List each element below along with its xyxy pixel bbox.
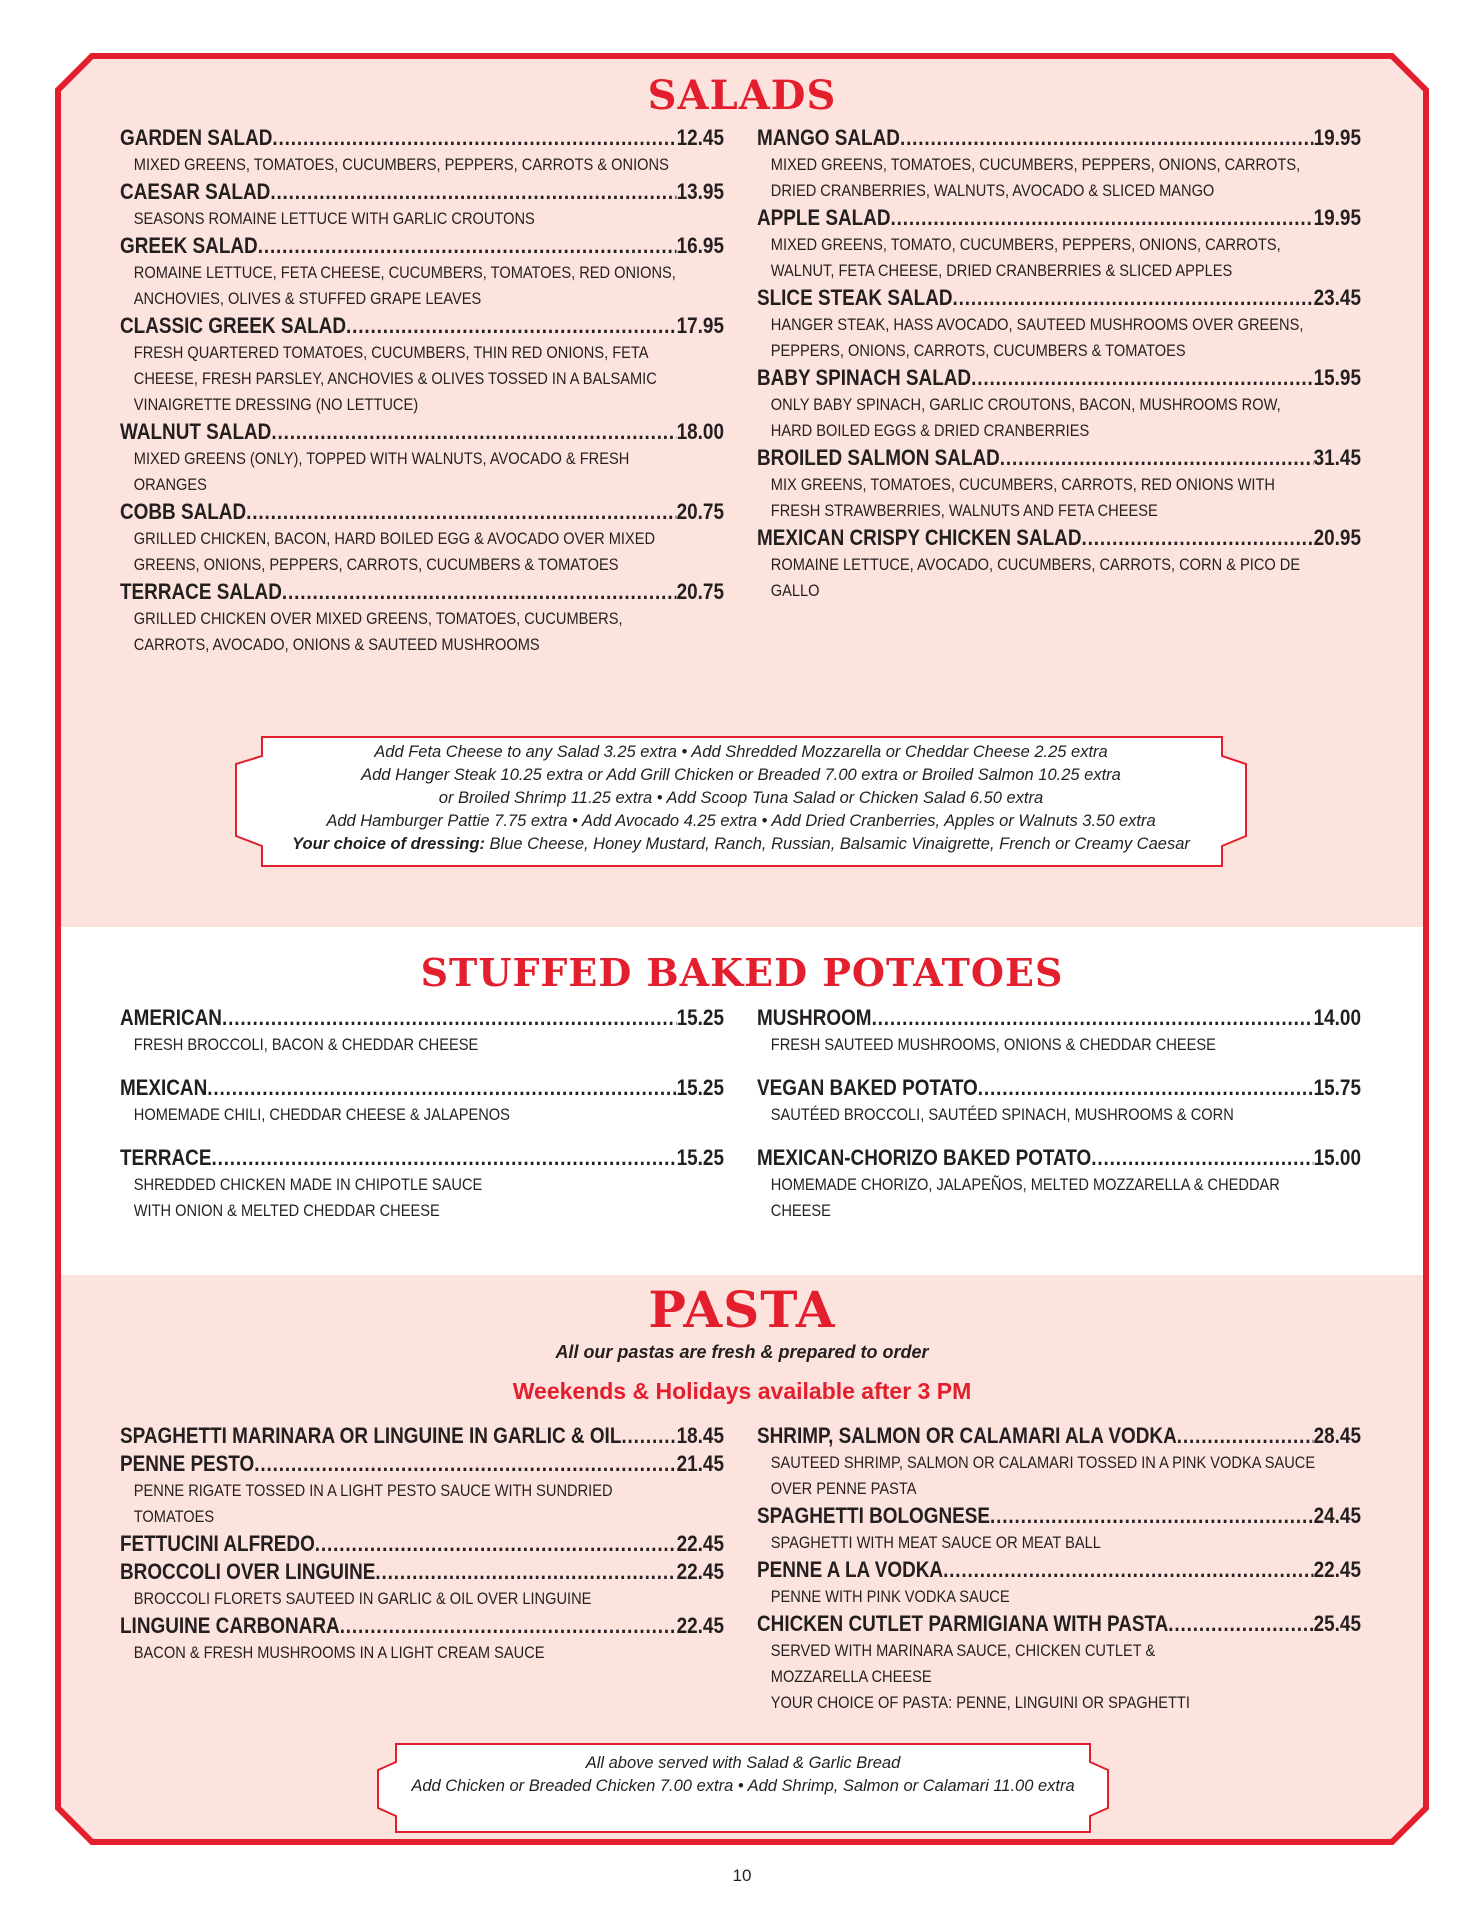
menu-item [757,1610,1361,1716]
menu-item [757,1074,1361,1128]
menu-item-description: WALNUT, FETA CHEESE, DRIED CRANBERRIES & SLICED APPLES [770,261,1233,280]
pasta-right-column [757,1422,1361,1716]
menu-item-description: WITH ONION & MELTED CHEDDAR CHEESE [133,1201,440,1220]
dot-leader [1168,1610,1313,1638]
salad-addon-line: Add Feta Cheese to any Salad 3.25 extra • Add Shredded Mozzarella or Cheddar Cheese 2.25 extra [374,743,1108,761]
dot-leader [891,204,1314,232]
menu-item-name: CHICKEN CUTLET PARMIGIANA WITH PASTA [757,1611,1169,1636]
menu-item-price: 31.45 [1313,445,1361,470]
menu-item [120,1530,724,1558]
menu-item [120,1004,724,1058]
menu-item [120,178,724,232]
menu-item-description: SPAGHETTI WITH MEAT SAUCE OR MEAT BALL [770,1533,1101,1552]
menu-item-name: MEXICAN-CHORIZO BAKED POTATO [757,1145,1092,1170]
menu-item [757,1144,1361,1224]
menu-item-name: MUSHROOM [757,1005,872,1030]
menu-item-price: 20.95 [1313,525,1361,550]
page-number: 10 [732,1866,752,1885]
menu-item [757,524,1361,604]
menu-item-price: 15.75 [1313,1075,1361,1100]
menu-item [120,498,724,578]
menu-item-name: GARDEN SALAD [120,125,273,150]
dot-leader [621,1422,676,1450]
dot-leader [258,232,677,260]
menu-item-price: 19.95 [1313,205,1361,230]
menu-item-description: GREENS, ONIONS, PEPPERS, CARROTS, CUCUMBERS & TOMATOES [133,555,619,574]
menu-item [120,232,724,312]
menu-item-description: SHREDDED CHICKEN MADE IN CHIPOTLE SAUCE [133,1175,483,1194]
menu-item-price: 14.00 [1313,1005,1361,1030]
pasta-left-column [120,1422,724,1666]
dot-leader [1000,444,1314,472]
menu-item-heading [757,1502,1361,1530]
menu-item [120,312,724,418]
menu-item-price: 22.45 [1313,1557,1361,1582]
menu-item-name: MEXICAN [120,1075,208,1100]
menu-item-price: 15.95 [1313,365,1361,390]
dot-leader [271,418,676,446]
menu-item-heading [120,1422,724,1450]
menu-item-heading [757,1004,1361,1032]
menu-item-description: PEPPERS, ONIONS, CARROTS, CUCUMBERS & TOMATOES [770,341,1186,360]
menu-item-heading [757,524,1361,552]
menu-item-description: SAUTEED SHRIMP, SALMON OR CALAMARI TOSSED IN A PINK VODKA SAUCE [770,1453,1316,1472]
menu-item-name: LINGUINE CARBONARA [120,1613,340,1638]
menu-item-heading [120,1612,724,1640]
menu-item-heading [757,364,1361,392]
menu-item [757,284,1361,364]
menu-item-description: ONLY BABY SPINACH, GARLIC CROUTONS, BACON, MUSHROOMS ROW, [770,395,1281,414]
menu-item-name: FETTUCINI ALFREDO [120,1531,315,1556]
menu-item-description: MIX GREENS, TOMATOES, CUCUMBERS, CARROTS, RED ONIONS WITH [770,475,1275,494]
menu-item-name: AMERICAN [120,1005,222,1030]
menu-item-name: SPAGHETTI MARINARA OR LINGUINE IN GARLIC & OIL [120,1423,622,1448]
menu-item-heading [757,1144,1361,1172]
menu-item-price: 13.95 [676,179,724,204]
menu-item-heading [757,1422,1361,1450]
menu-item-price: 25.45 [1313,1611,1361,1636]
salad-addon-line: or Broiled Shrimp 11.25 extra • Add Scoop Tuna Salad or Chicken Salad 6.50 extra [438,789,1044,807]
menu-item-heading [120,578,724,606]
menu-item-description: BACON & FRESH MUSHROOMS IN A LIGHT CREAM SAUCE [133,1643,545,1662]
menu-item [757,1004,1361,1058]
menu-item-price: 15.25 [676,1005,724,1030]
pasta-availability: Weekends & Holidays available after 3 PM [512,1378,972,1404]
pasta-note [378,1752,1108,1798]
menu-item-price: 15.00 [1313,1145,1361,1170]
dot-leader [270,178,676,206]
menu-item-heading [757,124,1361,152]
menu-item-name: MEXICAN CRISPY CHICKEN SALAD [757,525,1082,550]
menu-item-name: WALNUT SALAD [120,419,272,444]
menu-item-description: CHEESE, FRESH PARSLEY, ANCHOVIES & OLIVES TOSSED IN A BALSAMIC [133,369,657,388]
menu-item [757,444,1361,524]
menu-item [757,1556,1361,1610]
menu-item-description: FRESH STRAWBERRIES, WALNUTS AND FETA CHEESE [770,501,1158,520]
menu-item-description: CHEESE [770,1201,831,1220]
menu-item-description: MIXED GREENS, TOMATO, CUCUMBERS, PEPPERS, ONIONS, CARROTS, [770,235,1281,254]
menu-item-heading [120,232,724,260]
menu-item-name: SPAGHETTI BOLOGNESE [757,1503,991,1528]
menu-item-description: GRILLED CHICKEN, BACON, HARD BOILED EGG & AVOCADO OVER MIXED [133,529,656,548]
dot-leader [990,1502,1314,1530]
menu-item [120,1612,724,1666]
menu-item-heading [120,124,724,152]
menu-item-heading [757,284,1361,312]
dot-leader [272,124,676,152]
menu-item-name: VEGAN BAKED POTATO [757,1075,978,1100]
menu-item-heading [757,204,1361,232]
menu-item-description: GALLO [770,581,820,600]
potatoes-title: STUFFED BAKED POTATOES [420,950,1064,995]
menu-item-description: ANCHOVIES, OLIVES & STUFFED GRAPE LEAVES [133,289,482,308]
menu-item-price: 16.95 [676,233,724,258]
menu-item-price: 24.45 [1313,1503,1361,1528]
potatoes-left-column [120,1004,724,1240]
dot-leader [900,124,1314,152]
menu-item-name: PENNE PESTO [120,1451,255,1476]
menu-item-price: 21.45 [676,1451,724,1476]
dot-leader [1177,1422,1314,1450]
dot-leader [282,578,677,606]
menu-item-price: 20.75 [676,499,724,524]
salad-addons-note [236,741,1246,856]
menu-item [120,1144,724,1224]
menu-item-price: 15.25 [676,1075,724,1100]
menu-item-heading [120,312,724,340]
menu-item-description: PENNE RIGATE TOSSED IN A LIGHT PESTO SAUCE WITH SUNDRIED [133,1481,613,1500]
menu-item [757,124,1361,204]
dot-leader [340,1612,677,1640]
menu-item-price: 23.45 [1313,285,1361,310]
dot-leader [978,1074,1314,1102]
dressing-options: Blue Cheese, Honey Mustard, Ranch, Russian, Balsamic Vinaigrette, French or Creamy Caesar [484,835,1190,853]
menu-item [120,578,724,658]
menu-item-description: MIXED GREENS (ONLY), TOPPED WITH WALNUTS, AVOCADO & FRESH [133,449,630,468]
dot-leader [315,1530,677,1558]
menu-item-description: VINAIGRETTE DRESSING (NO LETTUCE) [133,395,419,414]
menu-item-heading [120,1530,724,1558]
menu-item-description: ORANGES [133,475,207,494]
menu-item-description: HANGER STEAK, HASS AVOCADO, SAUTEED MUSHROOMS OVER GREENS, [770,315,1304,334]
dot-leader [207,1074,676,1102]
menu-item [120,1558,724,1612]
menu-item-description: CARROTS, AVOCADO, ONIONS & SAUTEED MUSHROOMS [133,635,540,654]
menu-item-price: 18.00 [676,419,724,444]
menu-item-heading [757,444,1361,472]
pasta-title: PASTA [648,1280,836,1339]
menu-item-description: FRESH QUARTERED TOMATOES, CUCUMBERS, THIN RED ONIONS, FETA [133,343,649,362]
dot-leader [1081,524,1313,552]
pasta-note-line: All above served with Salad & Garlic Bread [585,1754,901,1772]
menu-item-price: 28.45 [1313,1423,1361,1448]
menu-item-heading [120,1004,724,1032]
menu-item-heading [757,1074,1361,1102]
menu-item-price: 15.25 [676,1145,724,1170]
menu-item [757,1422,1361,1502]
menu-item-description: MOZZARELLA CHEESE [770,1667,932,1686]
salads-right-column [757,124,1361,604]
menu-item-description: MIXED GREENS, TOMATOES, CUCUMBERS, PEPPERS, ONIONS, CARROTS, [770,155,1301,174]
menu-item-name: MANGO SALAD [757,125,900,150]
dot-leader [953,284,1314,312]
menu-item-heading [757,1610,1361,1638]
menu-item-description: HOMEMADE CHILI, CHEDDAR CHEESE & JALAPENOS [133,1105,510,1124]
menu-item-name: COBB SALAD [120,499,247,524]
menu-item-heading [120,1144,724,1172]
menu-item-price: 18.45 [676,1423,724,1448]
menu-item-description: FRESH SAUTEED MUSHROOMS, ONIONS & CHEDDAR CHEESE [770,1035,1216,1054]
menu-item-description: PENNE WITH PINK VODKA SAUCE [770,1587,1010,1606]
dot-leader [375,1558,676,1586]
menu-item-name: PENNE A LA VODKA [757,1557,944,1582]
dot-leader [1091,1144,1313,1172]
menu-item-description: YOUR CHOICE OF PASTA: PENNE, LINGUINI OR SPAGHETTI [770,1693,1190,1712]
menu-item-heading [120,418,724,446]
salad-addon-line: Add Hanger Steak 10.25 extra or Add Grill Chicken or Breaded 7.00 extra or Broiled Salmon 10.25 extra [361,766,1121,784]
menu-item-heading [757,1556,1361,1584]
menu-item-description: SAUTÉED BROCCOLI, SAUTÉED SPINACH, MUSHROOMS & CORN [770,1105,1234,1124]
menu-item-name: TERRACE [120,1145,212,1170]
menu-item-name: BROILED SALMON SALAD [757,445,1000,470]
menu-item-name: CLASSIC GREEK SALAD [120,313,347,338]
menu-item-heading [120,1558,724,1586]
menu-item [120,124,724,178]
menu-item-description: SEASONS ROMAINE LETTUCE WITH GARLIC CROUTONS [133,209,535,228]
dot-leader [971,364,1314,392]
menu-item-heading [120,1074,724,1102]
menu-item [120,418,724,498]
menu-item-price: 22.45 [676,1531,724,1556]
salads-left-column [120,124,724,658]
menu-item-description: BROCCOLI FLORETS SAUTEED IN GARLIC & OIL OVER LINGUINE [133,1589,592,1608]
menu-item-name: SHRIMP, SALMON OR CALAMARI ALA VODKA [757,1423,1177,1448]
menu-item [757,1502,1361,1556]
pasta-note-line: Add Chicken or Breaded Chicken 7.00 extra • Add Shrimp, Salmon or Calamari 11.00 extra [411,1777,1075,1795]
dot-leader [943,1556,1314,1584]
dot-leader [211,1144,676,1172]
menu-item-description: SERVED WITH MARINARA SAUCE, CHICKEN CUTLET & [770,1641,1156,1660]
menu-item [120,1450,724,1530]
potatoes-right-column [757,1004,1361,1240]
menu-item-name: APPLE SALAD [757,205,891,230]
menu-item-description: FRESH BROCCOLI, BACON & CHEDDAR CHEESE [133,1035,479,1054]
menu-item-heading [120,1450,724,1478]
menu-item-price: 17.95 [676,313,724,338]
menu-item [120,1074,724,1128]
menu-item-name: TERRACE SALAD [120,579,282,604]
menu-item-name: BROCCOLI OVER LINGUINE [120,1559,376,1584]
menu-item [757,364,1361,444]
menu-item-description: DRIED CRANBERRIES, WALNUTS, AVOCADO & SLICED MANGO [770,181,1215,200]
menu-item-price: 22.45 [676,1613,724,1638]
dressing-line [236,833,1246,856]
menu-item-price: 20.75 [676,579,724,604]
menu-item-heading [120,178,724,206]
salad-addon-line: Add Hamburger Pattie 7.75 extra • Add Avocado 4.25 extra • Add Dried Cranberries, Apples or Walnuts 3.50 extra [326,812,1156,830]
dot-leader [872,1004,1314,1032]
menu-item-description: OVER PENNE PASTA [770,1479,917,1498]
menu-item [120,1422,724,1450]
menu-item-description: ROMAINE LETTUCE, AVOCADO, CUCUMBERS, CARROTS, CORN & PICO DE [770,555,1301,574]
menu-item-description: ROMAINE LETTUCE, FETA CHEESE, CUCUMBERS, TOMATOES, RED ONIONS, [133,263,676,282]
salads-title: SALADS [647,72,837,119]
menu-item-description: MIXED GREENS, TOMATOES, CUCUMBERS, PEPPERS, CARROTS & ONIONS [133,155,669,174]
menu-item-description: HOMEMADE CHORIZO, JALAPEÑOS, MELTED MOZZARELLA & CHEDDAR [770,1175,1280,1194]
menu-item-name: CAESAR SALAD [120,179,271,204]
dressing-label: Your choice of dressing: [292,835,485,853]
dot-leader [254,1450,676,1478]
menu-item-description: GRILLED CHICKEN OVER MIXED GREENS, TOMATOES, CUCUMBERS, [133,609,623,628]
menu-item-name: GREEK SALAD [120,233,258,258]
menu-item-name: SLICE STEAK SALAD [757,285,953,310]
menu-item [757,204,1361,284]
dot-leader [222,1004,677,1032]
menu-item-name: BABY SPINACH SALAD [757,365,972,390]
menu-item-heading [120,498,724,526]
menu-item-price: 19.95 [1313,125,1361,150]
dot-leader [346,312,677,340]
menu-item-price: 22.45 [676,1559,724,1584]
menu-item-price: 12.45 [676,125,724,150]
dot-leader [246,498,676,526]
menu-item-description: TOMATOES [133,1507,215,1526]
pasta-subtitle: All our pastas are fresh & prepared to order [555,1342,929,1362]
menu-item-description: HARD BOILED EGGS & DRIED CRANBERRIES [770,421,1090,440]
